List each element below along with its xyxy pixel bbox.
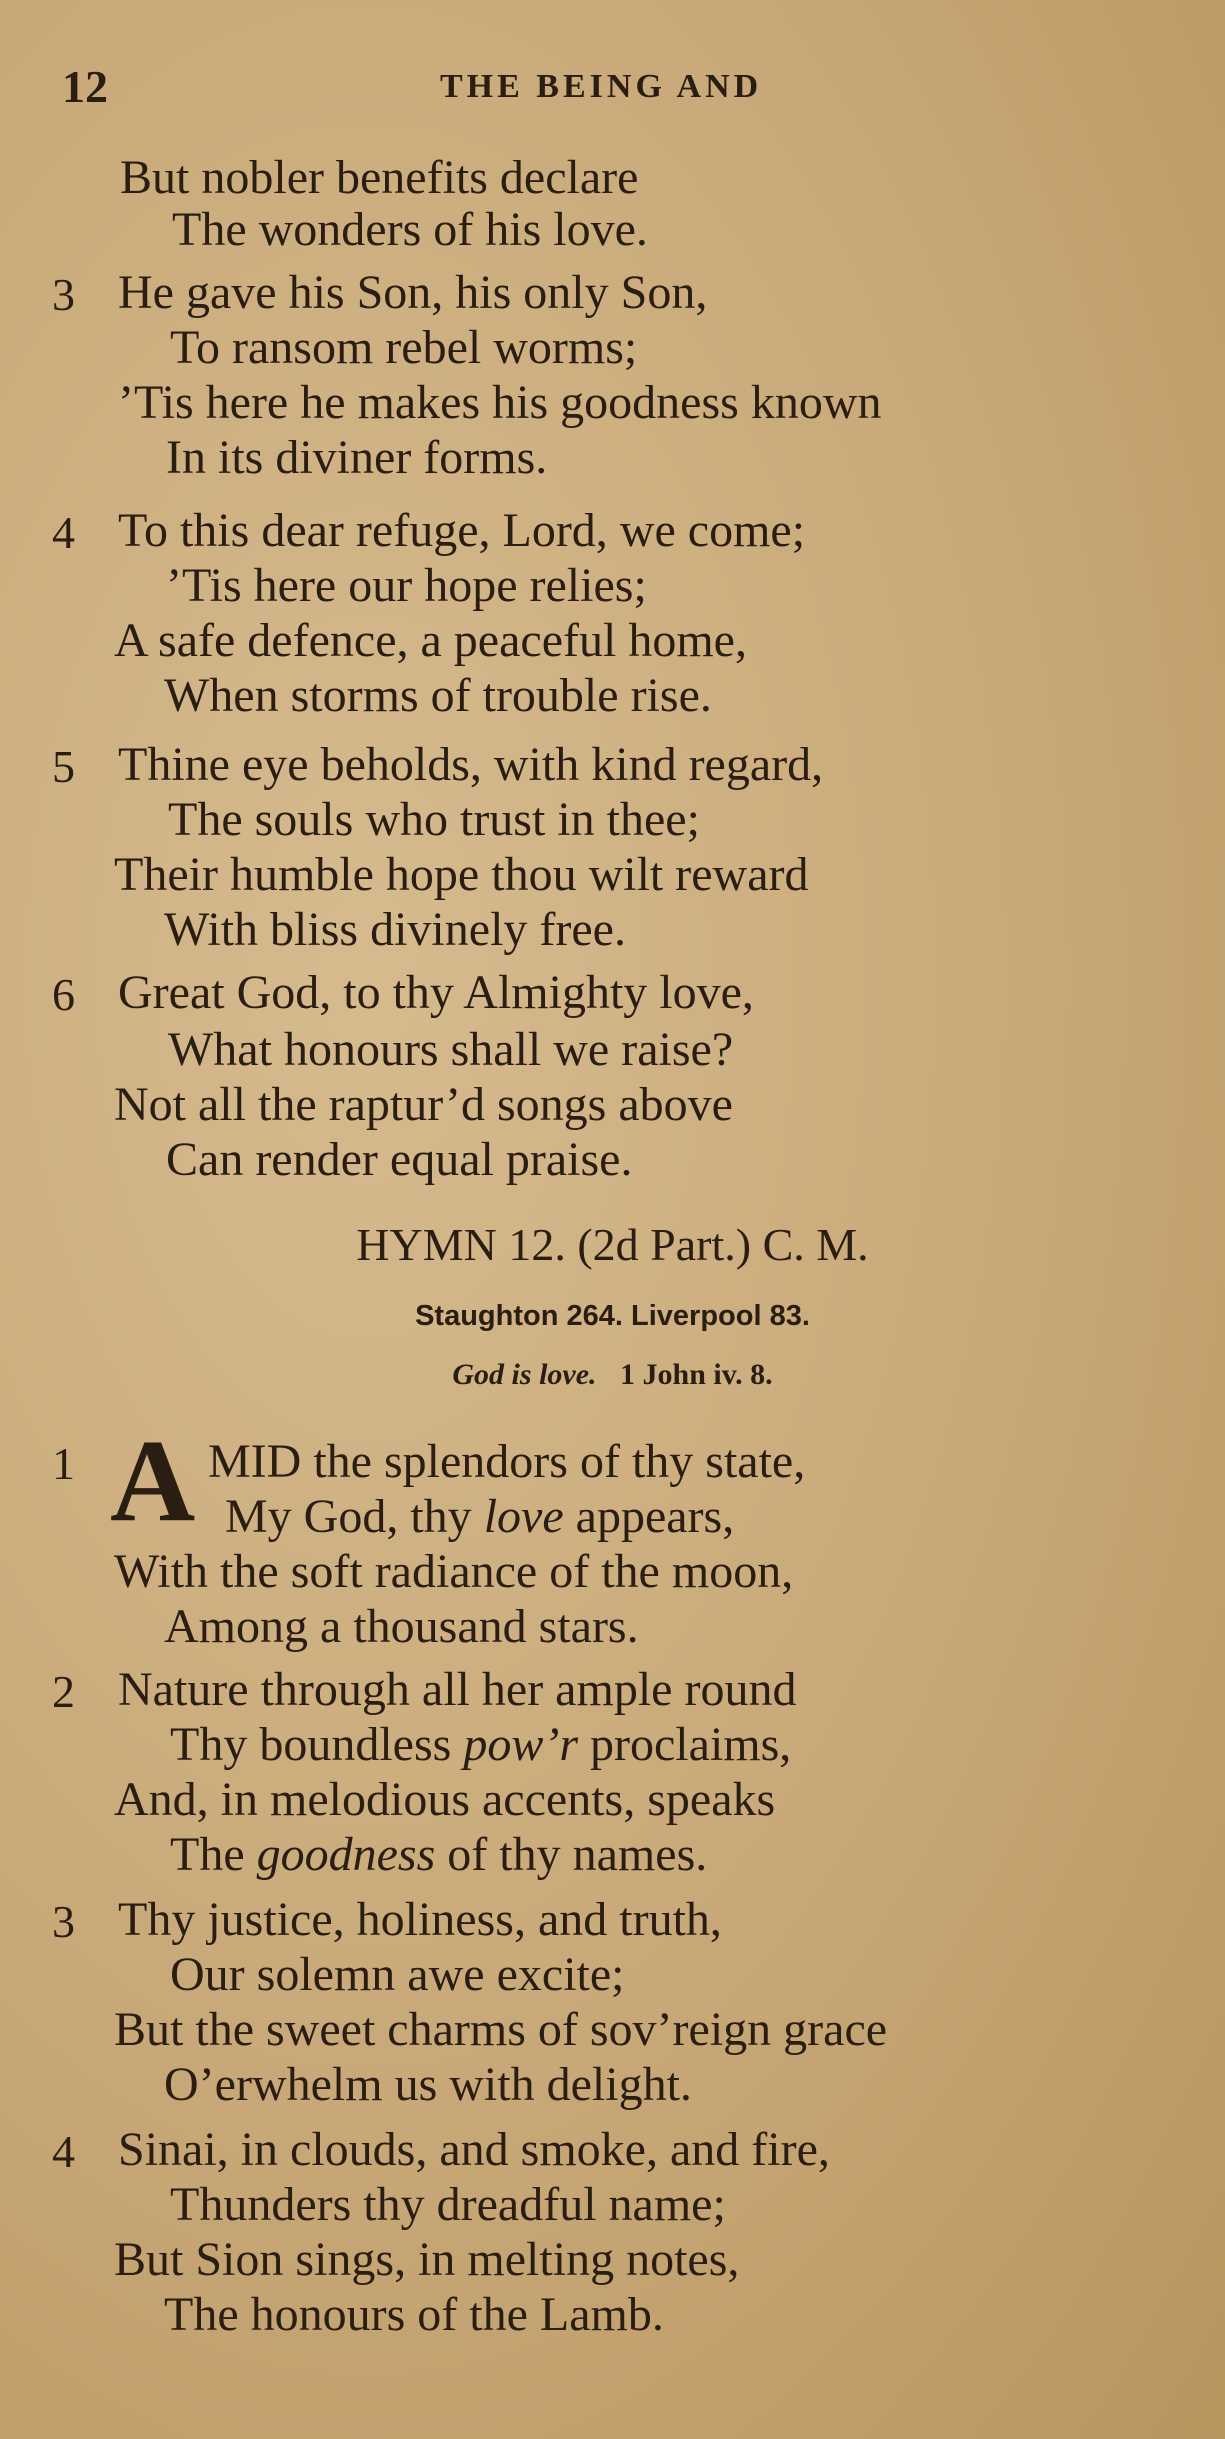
stanza-number: 1 xyxy=(52,1438,75,1489)
verse-line: Our solemn awe excite; xyxy=(170,1948,625,2001)
verse-line: Great God, to thy Almighty love, xyxy=(118,966,754,1019)
verse-line: Their humble hope thou wilt reward xyxy=(114,848,809,901)
verse-line: He gave his Son, his only Son, xyxy=(118,266,708,319)
stanza-number: 5 xyxy=(52,741,75,792)
hymn-title: HYMN 12. (2d Part.) C. M. xyxy=(356,1219,869,1270)
stanza-number: 4 xyxy=(52,507,75,558)
verse-line: With bliss divinely free. xyxy=(164,903,626,956)
theme-text: God is love. xyxy=(452,1358,597,1391)
scripture-reference: 1 John iv. 8. xyxy=(620,1358,773,1391)
verse-line: Nature through all her ample round xyxy=(118,1663,797,1716)
verse-line: Among a thousand stars. xyxy=(164,1600,639,1653)
verse-line: A safe defence, a peaceful home, xyxy=(114,614,747,667)
verse-line: My God, thy love appears, xyxy=(225,1490,735,1543)
verse-line: What honours shall we raise? xyxy=(168,1023,734,1076)
verse-line: When storms of trouble rise. xyxy=(164,669,712,722)
verse-line: The souls who trust in thee; xyxy=(168,793,700,846)
verse-line: But nobler benefits declare xyxy=(120,151,639,204)
verse-line: But the sweet charms of sov’reign grace xyxy=(114,2003,888,2056)
verse-line: Can render equal praise. xyxy=(166,1133,633,1186)
verse-line: The honours of the Lamb. xyxy=(164,2288,664,2341)
verse-line: ’Tis here he makes his goodness known xyxy=(118,376,882,429)
verse-line: In its diviner forms. xyxy=(166,431,548,484)
stanza-number: 3 xyxy=(52,269,75,320)
verse-line: Thine eye beholds, with kind regard, xyxy=(118,738,824,791)
verse-line: Sinai, in clouds, and smoke, and fire, xyxy=(118,2123,830,2176)
tune-references: Staughton 264. Liverpool 83. xyxy=(415,1300,810,1332)
verse-line: To this dear refuge, Lord, we come; xyxy=(118,504,806,557)
verse-line: The goodness of thy names. xyxy=(170,1828,708,1881)
verse-line: But Sion sings, in melting notes, xyxy=(114,2233,740,2286)
stanza-number: 3 xyxy=(52,1896,75,1947)
stanza-number: 2 xyxy=(52,1666,75,1717)
hymn-theme xyxy=(0,1358,1225,1392)
verse-line: Thunders thy dreadful name; xyxy=(170,2178,726,2231)
drop-cap: A xyxy=(110,1415,196,1546)
page-number: 12 xyxy=(62,61,108,112)
verse-line: With the soft radiance of the moon, xyxy=(114,1545,794,1598)
verse-line: To ransom rebel worms; xyxy=(170,321,638,374)
stanza-number: 6 xyxy=(52,969,75,1020)
verse-line: O’erwhelm us with delight. xyxy=(164,2058,692,2111)
page-header xyxy=(0,60,1225,120)
verse-line: The wonders of his love. xyxy=(172,203,648,256)
verse-line: Not all the raptur’d songs above xyxy=(114,1078,733,1131)
verse-line: Thy justice, holiness, and truth, xyxy=(118,1893,722,1946)
verse-line: MID the splendors of thy state, xyxy=(208,1435,806,1488)
verse-line: And, in melodious accents, speaks xyxy=(114,1773,776,1826)
stanza-number: 4 xyxy=(52,2126,75,2177)
verse-line: ’Tis here our hope relies; xyxy=(166,559,647,612)
running-head: THE BEING AND xyxy=(440,68,763,105)
verse-line: Thy boundless pow’r proclaims, xyxy=(170,1718,792,1771)
